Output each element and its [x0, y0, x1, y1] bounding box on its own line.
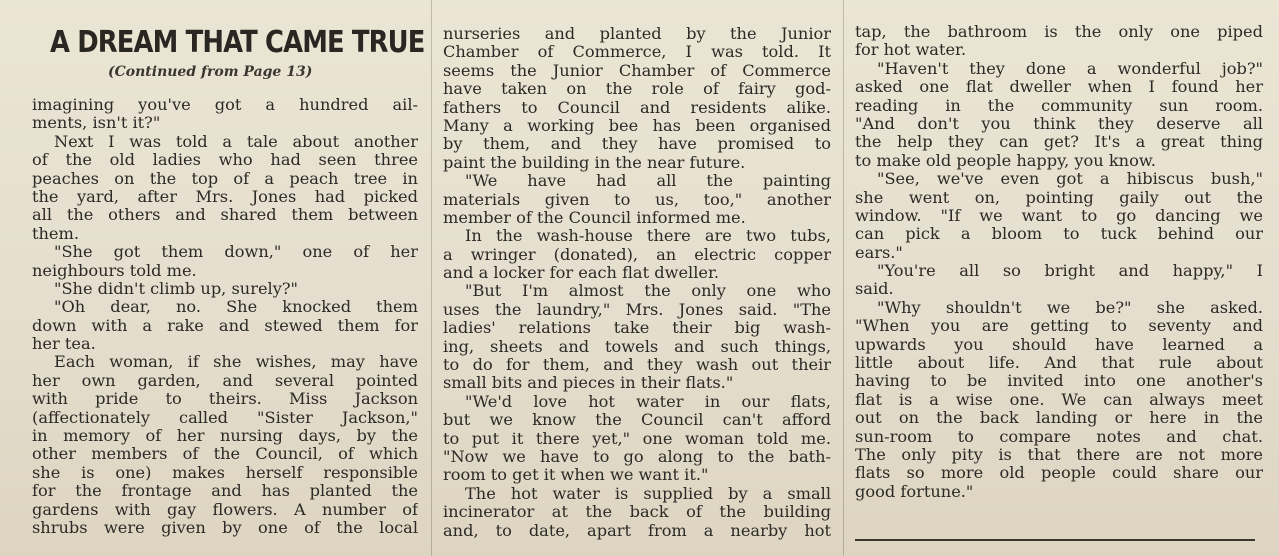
text-line: to make old people happy, you know.	[855, 151, 1156, 170]
text-line: have taken on the role of fairy god-	[443, 80, 831, 99]
column-divider	[843, 0, 844, 556]
text-line: "See, we've even got a hibiscus bush,"	[877, 170, 1263, 189]
text-line: In the wash-house there are two tubs,	[465, 227, 831, 246]
text-line: ments, isn't it?"	[32, 114, 161, 133]
text-line: upwards you should have learned a	[855, 335, 1263, 354]
text-line: small bits and pieces in their flats."	[443, 374, 734, 393]
text-line: The only pity is that there are not more	[855, 445, 1263, 464]
column-text	[443, 25, 831, 540]
text-line: "Why shouldn't we be?" she asked.	[877, 298, 1263, 317]
end-of-article-rule	[855, 539, 1255, 541]
text-line: with pride to theirs. Miss Jackson	[32, 390, 418, 409]
text-line: tap, the bathroom is the only one piped	[855, 23, 1263, 41]
text-line: having to be invited into one another's	[855, 372, 1263, 391]
text-line: ladies' relations take their big wash-	[443, 319, 831, 338]
text-line: member of the Council informed me.	[443, 208, 746, 227]
text-line: said.	[855, 280, 894, 299]
text-line: window. "If we want to go dancing we	[855, 206, 1263, 225]
text-line: neighbours told me.	[32, 261, 197, 280]
text-line: "We'd love hot water in our flats,	[465, 392, 831, 411]
text-line: materials given to us, too," another	[443, 190, 831, 209]
text-line: uses the laundry," Mrs. Jones said. "The	[443, 300, 831, 319]
text-line: all the others and shared them between	[32, 206, 418, 225]
text-line: sun-room to compare notes and chat.	[855, 427, 1263, 446]
text-line: asked one flat dweller when I found her	[855, 78, 1263, 97]
text-line: in memory of her nursing days, by the	[32, 427, 418, 446]
text-line: reading in the community sun room.	[855, 96, 1263, 115]
text-line: a wringer (donated), an electric copper	[443, 245, 831, 264]
column-text	[855, 23, 1263, 501]
text-line: shrubs were given by one of the local	[32, 518, 418, 537]
text-line: for the frontage and has planted the	[32, 482, 418, 501]
text-line: "She got them down," one of her	[54, 243, 418, 262]
text-line: peaches on the top of a peach tree in	[32, 169, 418, 188]
text-line: can pick a bloom to tuck behind our	[855, 225, 1263, 244]
text-line: room to get it when we want it."	[443, 466, 709, 485]
article-headline: A DREAM THAT CAME TRUE	[50, 25, 425, 60]
text-line: her own garden, and several pointed	[32, 371, 418, 390]
text-line: for hot water.	[855, 41, 967, 60]
text-line: of the old ladies who had seen three	[32, 151, 418, 170]
text-line: down with a rake and stewed them for	[32, 316, 418, 335]
text-line: paint the building in the near future.	[443, 153, 746, 172]
text-line: by them, and they have promised to	[443, 135, 831, 154]
text-line: to do for them, and they wash out their	[443, 356, 831, 375]
text-line: imagining you've got a hundred ail-	[32, 96, 418, 114]
text-line: she went on, pointing gaily out the	[855, 188, 1263, 207]
text-line: good fortune."	[855, 482, 974, 501]
text-line: "Haven't they done a wonderful job?"	[877, 59, 1263, 78]
text-line: she is one) makes herself responsible	[32, 463, 418, 482]
text-line: Many a working bee has been organised	[443, 116, 831, 135]
text-line: "She didn't climb up, surely?"	[54, 279, 298, 298]
text-line: Chamber of Commerce, I was told. It	[443, 43, 831, 62]
text-line: little about life. And that rule about	[855, 354, 1263, 373]
text-line: them.	[32, 224, 80, 243]
text-line: fathers to Council and residents alike.	[443, 98, 831, 117]
text-line: Next I was told a tale about another	[54, 132, 418, 151]
text-line: (affectionately called "Sister Jackson,"	[32, 408, 418, 427]
text-line: and, to date, apart from a nearby hot	[443, 521, 831, 540]
text-line: "And don't you think they deserve all	[855, 114, 1263, 133]
text-line: ing, sheets and towels and such things,	[443, 337, 831, 356]
text-line: the help they can get? It's a great thing	[855, 133, 1263, 152]
text-line: flats so more old people could share our	[855, 464, 1263, 483]
text-line: other members of the Council, of which	[32, 445, 418, 464]
text-line: The hot water is supplied by a small	[465, 484, 831, 503]
column-text	[32, 96, 418, 537]
text-line: nurseries and planted by the Junior	[443, 25, 831, 43]
text-line: "You're all so bright and happy," I	[877, 262, 1263, 281]
text-line: "We have had all the painting	[465, 172, 831, 191]
continued-from-note: (Continued from Page 13)	[108, 64, 313, 80]
text-line: incinerator at the back of the building	[443, 503, 831, 522]
text-line: the yard, after Mrs. Jones had picked	[32, 187, 418, 206]
text-line: "But I'm almost the only one who	[465, 282, 831, 301]
text-line: Each woman, if she wishes, may have	[54, 353, 418, 372]
text-line: but we know the Council can't afford	[443, 411, 831, 430]
text-line: "Oh dear, no. She knocked them	[54, 298, 418, 317]
text-line: and a locker for each flat dweller.	[443, 264, 720, 283]
text-line: ears."	[855, 243, 903, 262]
text-line: gardens with gay flowers. A number of	[32, 500, 418, 519]
text-line: "When you are getting to seventy and	[855, 317, 1263, 336]
text-line: flat is a wise one. We can always meet	[855, 390, 1263, 409]
text-line: seems the Junior Chamber of Commerce	[443, 61, 831, 80]
text-line: "Now we have to go along to the bath-	[443, 447, 831, 466]
text-line: out on the back landing or here in the	[855, 409, 1263, 428]
text-line: to put it there yet," one woman told me.	[443, 429, 831, 448]
column-divider	[431, 0, 432, 556]
text-line: her tea.	[32, 335, 96, 354]
